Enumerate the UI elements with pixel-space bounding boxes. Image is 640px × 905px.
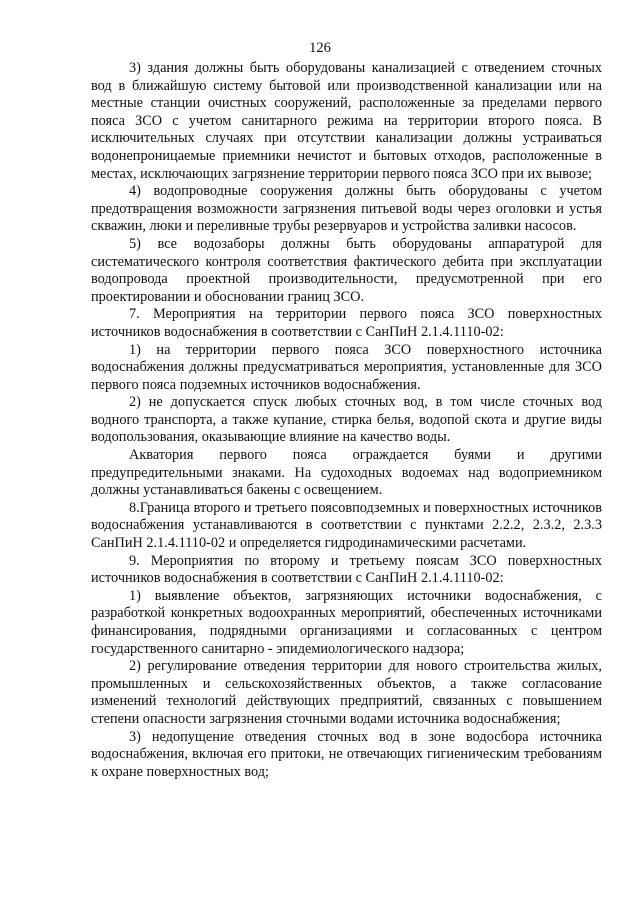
paragraph-section-9-item-3: 3) недопущение отведения сточных вод в зоне водосбора источника водоснабжения, включая его притоки, не отвечающих гигиеническим требованиям к охране поверхностных вод;	[91, 728, 602, 780]
paragraph-section-9-item-2: 2) регулирование отведения территории для нового строительства жилых, промышленных и сельскохозяйственных объектов, а также согласование изменений технологий действующих предприятий, связанных с повышением степени опасности загрязнения сточными водами источника водоснабжения;	[91, 658, 602, 727]
paragraph-section-8: 8.Граница второго и третьего поясовподземных и поверхностных источников водоснабжения устанавливаются в соответствии с пунктами 2.2.2, 2.3.2, 2.3.3 СанПиН 2.1.4.1110-02 и определяется гидродинамическими расчетами.	[91, 499, 602, 552]
paragraph-water-facilities: 4) водопроводные сооружения должны быть оборудованы с учетом предотвращения возможности загрязнения питьевой воды через оголовки и устья скважин, люки и переливные трубы резервуаров и устройства заливки насосов.	[91, 183, 602, 235]
paragraph-water-intakes: 5) все водозаборы должны быть оборудованы аппаратурой для систематического контроля соответствия фактического дебита при эксплуатации водопровода проектной производительности, предусмотренной при его проектировании и обосновании границ ЗСО.	[91, 235, 602, 305]
paragraph-section-7-item-2: 2) не допускается спуск любых сточных вод, в том числе сточных вод водного транспорта, а также купание, стирка белья, водопой скота и другие виды водопользования, оказывающие влияние на качество воды.	[91, 394, 602, 446]
paragraph-section-9-heading: 9. Мероприятия по второму и третьему поясам ЗСО поверхностных источников водоснабжения в соответствии с СанПиН 2.1.4.1110-02:	[91, 552, 602, 587]
paragraph-section-9-item-1: 1) выявление объектов, загрязняющих источники водоснабжения, с разработкой конкретных водоохранных мероприятий, обеспеченных источниками финансирования, подрядными организациями и согласованных с центром государственного санитарно - эпидемиологического надзора;	[91, 587, 602, 657]
document-body	[91, 60, 602, 781]
paragraph-sewerage: 3) здания должны быть оборудованы канализацией с отведением сточных вод в ближайшую систему бытовой или производственной канализации или на местные станции очистных сооружений, расположенные за пределами первого пояса ЗСО с учетом санитарного режима на территории второго пояса. В исключительных случаях при отсутствии канализации должны устраиваться водонепроницаемые приемники нечистот и бытовых отходов, расположенные в местах, исключающих загрязнение территории первого пояса ЗСО при их вывозе;	[91, 60, 602, 182]
paragraph-water-area: Акватория первого пояса ограждается буями и другими предупредительными знаками. На судоходных водоемах над водоприемником должны устанавливаться бакены с освещением.	[91, 447, 602, 499]
page-number: 126	[309, 40, 331, 56]
paragraph-section-7-heading: 7. Мероприятия на территории первого пояса ЗСО поверхностных источников водоснабжения в соответствии с СанПиН 2.1.4.1110-02:	[91, 306, 602, 340]
paragraph-section-7-item-1: 1) на территории первого пояса ЗСО поверхностного источника водоснабжения должны предусматриваться мероприятия, установленные для ЗСО первого пояса подземных источников водоснабжения.	[91, 341, 602, 393]
